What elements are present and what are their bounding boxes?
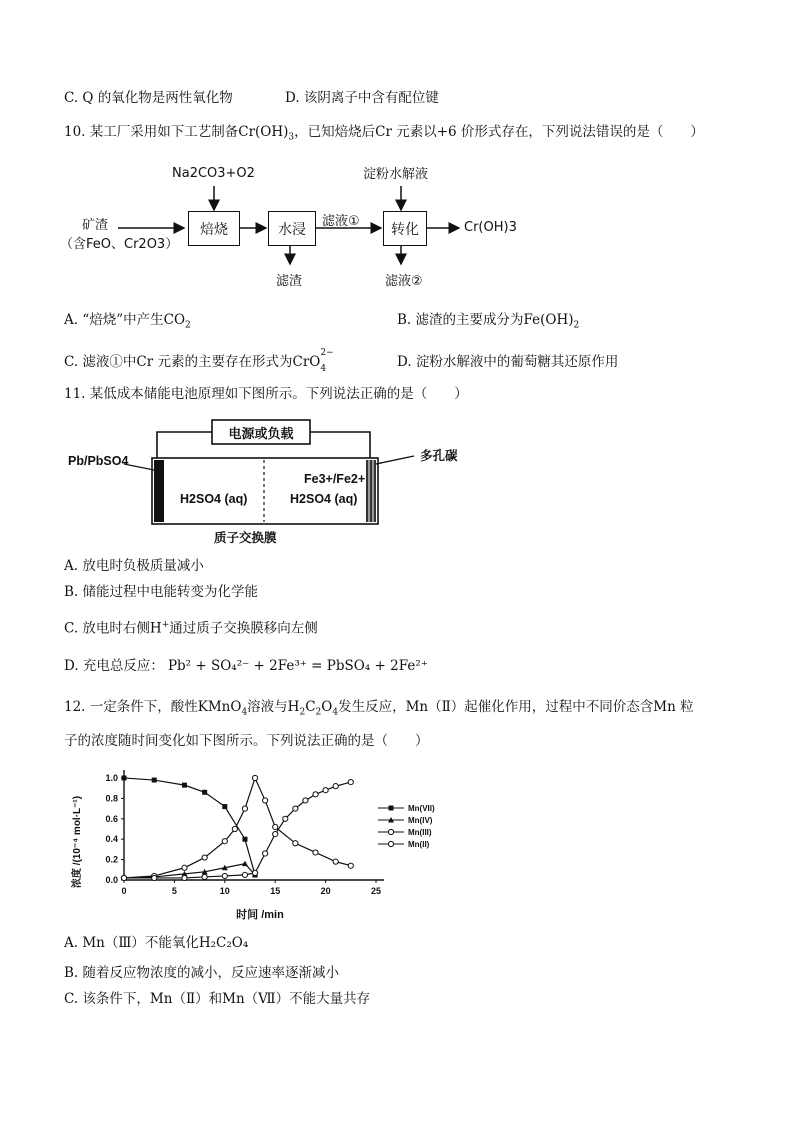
chart-point-circle <box>182 865 187 870</box>
q12-option-a: A. Mn（Ⅲ）不能氧化H₂C₂O₄ <box>64 935 249 951</box>
chart-point-circle <box>182 875 187 880</box>
chart-point-circle <box>333 784 338 789</box>
flow-step-leach: 水浸 <box>268 211 316 246</box>
chart-point-circle <box>263 798 268 803</box>
chart-x-tick-label: 0 <box>121 886 127 896</box>
flow-residue: 滤渣 <box>276 274 303 289</box>
chart-point-circle <box>293 806 298 811</box>
cell-right-solution: H2SO4 (aq) <box>290 492 358 506</box>
chart-point-square <box>222 804 227 809</box>
chart-y-tick-label: 0.8 <box>105 793 118 804</box>
chart-point-circle <box>232 826 237 831</box>
chart-point-square <box>182 783 187 788</box>
chart-point-circle <box>283 816 288 821</box>
chart-x-tick-label: 20 <box>320 886 331 896</box>
q11-cell-diagram <box>64 410 484 550</box>
chart-x-label: 时间 /min <box>236 909 284 921</box>
chart-x-tick-label: 10 <box>219 886 230 896</box>
chart-series-mnvii <box>122 776 258 878</box>
chart-point-square <box>389 806 394 811</box>
flow-feed-line-2: （含FeO、Cr2O3） <box>60 237 179 252</box>
q11-stem: 11. 某低成本储能电池原理如下图所示。下列说法正确的是（ ） <box>64 386 468 402</box>
chart-point-circle <box>222 873 227 878</box>
flow-filtrate-2: 滤液② <box>385 274 423 289</box>
q9-option-c: C. Q 的氧化物是两性氧化物 <box>64 90 233 106</box>
chart-point-circle <box>263 851 268 856</box>
chart-point-circle <box>252 870 257 875</box>
chart-legend-label: Mn(II) <box>408 840 430 849</box>
chart-point-circle <box>222 839 227 844</box>
chart-point-circle <box>323 788 328 793</box>
q11-option-a: A. 放电时负极质量减小 <box>64 558 204 574</box>
chart-legend-label: Mn(IV) <box>408 816 433 825</box>
q12-stem-line-2: 子的浓度随时间变化如下图所示。下列说法正确的是（ ） <box>64 733 429 749</box>
chart-point-circle <box>121 875 126 880</box>
chart-y-label: 浓度 /(10⁻⁴ mol·L⁻¹) <box>72 795 83 889</box>
q10-option-b: B. 滤渣的主要成分为$Fe(OH)_2$ <box>397 312 580 331</box>
chart-point-circle <box>252 775 257 780</box>
q12-stem-line-1: 12. 一定条件下，酸性KMnO$_4$溶液与$H_2C_2O_4$发生反应，Mn（Ⅱ）起催化作用，过程中不同价态含Mn 粒 <box>64 699 694 718</box>
flow-arrows <box>60 160 600 300</box>
chart-point-square <box>242 837 247 842</box>
cell-left-solution: H2SO4 (aq) <box>180 492 248 506</box>
chart-point-circle <box>348 779 353 784</box>
flow-product: Cr(OH)3 <box>464 220 517 235</box>
chart-y-tick-label: 1.0 <box>105 773 118 783</box>
cell-source-label: 电源或负载 <box>228 426 294 441</box>
q12-concentration-chart <box>64 760 454 922</box>
chart-point-square <box>202 790 207 795</box>
flow-reagent-2: 淀粉水解液 <box>363 167 429 182</box>
q10-option-d: D. 淀粉水解液中的葡萄糖其还原作用 <box>397 354 619 370</box>
chart-point-circle <box>273 832 278 837</box>
chart-point-circle <box>333 859 338 864</box>
chart-y-tick-label: 0.0 <box>105 875 118 885</box>
q12-option-c: C. 该条件下，Mn（Ⅱ）和Mn（Ⅶ）不能大量共存 <box>64 991 371 1007</box>
chart-point-circle <box>303 798 308 803</box>
chart-point-triangle <box>242 861 248 867</box>
chart-legend-label: Mn(III) <box>408 828 432 837</box>
chart-point-square <box>152 778 157 783</box>
flow-feed-line-1: 矿渣 <box>82 218 109 233</box>
q12-option-b: B. 随着反应物浓度的减小，反应速率逐渐减小 <box>64 965 340 981</box>
chart-x-tick-label: 15 <box>270 886 281 896</box>
chart-point-square <box>122 776 127 781</box>
chart-x-tick-label: 5 <box>171 886 177 896</box>
flow-step-convert: 转化 <box>383 211 427 246</box>
q11-option-c: C. 放电时右侧H+通过质子交换膜移向左侧 <box>64 620 318 637</box>
chart-point-circle <box>202 855 207 860</box>
q10-option-a: A. “焙烧”中产生$CO_2$ <box>64 312 191 331</box>
chart-point-circle <box>242 806 247 811</box>
q11-option-d: D. 充电总反应： Pb² + SO₄²⁻ + 2Fe³⁺ = PbSO₄ + 2Fe²⁺ <box>64 658 428 674</box>
flow-reagent-1: Na2CO3+O2 <box>172 166 255 181</box>
q10-option-c: C. 滤液①中Cr 元素的主要存在形式为CrO 2− 4 <box>64 348 334 374</box>
chart-legend-label: Mn(VII) <box>408 804 435 813</box>
chart-point-circle <box>388 829 393 834</box>
chart-point-circle <box>202 874 207 879</box>
q10-flow-diagram <box>60 160 600 300</box>
chart-point-circle <box>152 875 157 880</box>
q9-option-d: D. 该阴离子中含有配位键 <box>285 90 439 106</box>
chart-x-tick-label: 25 <box>370 886 382 896</box>
cell-right-ions: Fe3+/Fe2+ <box>304 472 366 486</box>
chart-point-circle <box>273 824 278 829</box>
q10-stem: 10. 某工厂采用如下工艺制备$Cr(OH)_3$，已知焙烧后Cr 元素以+6 价形式存在，下列说法错误的是（ ） <box>64 124 704 143</box>
chart-point-circle <box>388 841 393 846</box>
chart-y-tick-label: 0.2 <box>105 854 118 865</box>
chart-point-circle <box>348 863 353 868</box>
flow-filtrate-1: 滤液① <box>322 214 360 229</box>
chart-point-circle <box>242 872 247 877</box>
chart-y-tick-label: 0.6 <box>105 813 118 824</box>
chart-point-circle <box>313 850 318 855</box>
flow-step-roast: 焙烧 <box>188 211 240 246</box>
cell-membrane-label: 质子交换膜 <box>214 531 277 545</box>
chart-point-circle <box>293 841 298 846</box>
q11-option-b: B. 储能过程中电能转变为化学能 <box>64 584 259 600</box>
cell-left-electrode: Pb/PbSO4 <box>68 454 129 468</box>
chart-point-circle <box>313 792 318 797</box>
cell-right-electrode: 多孔碳 <box>420 449 458 463</box>
chart-y-tick-label: 0.4 <box>105 834 118 845</box>
